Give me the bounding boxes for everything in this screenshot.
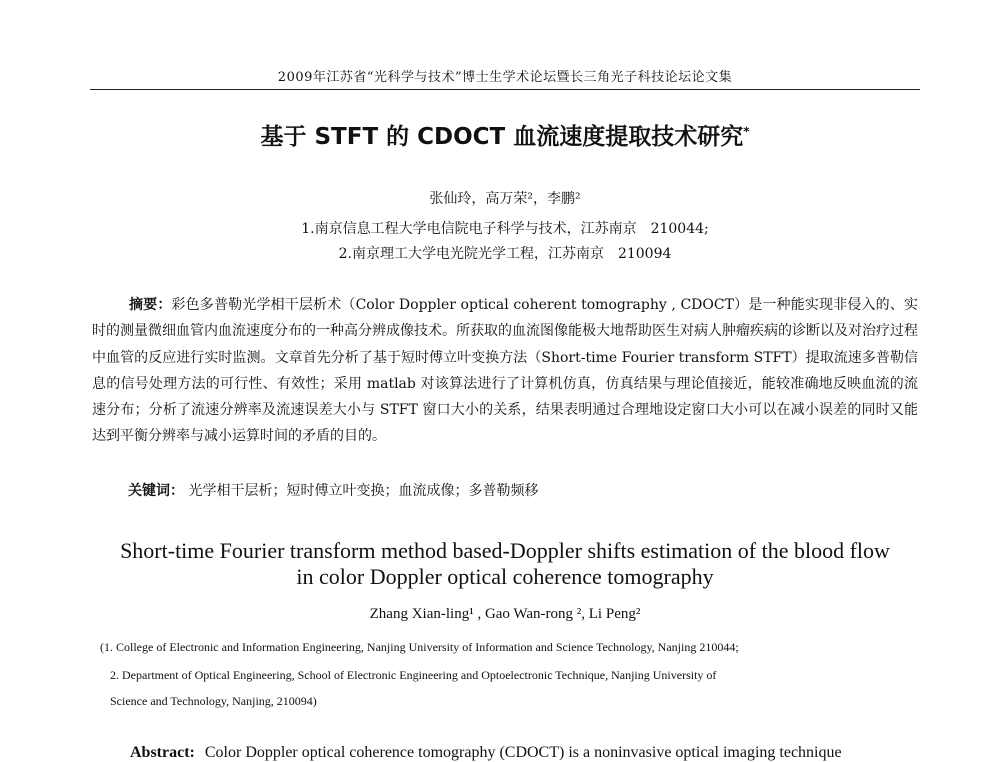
abstract-en-text: Color Doppler optical coherence tomography (CDOCT) is a noninvasive optical imaging technique xyxy=(204,744,842,761)
abstract-en xyxy=(130,744,930,762)
abstract-cn-text: 彩色多普勒光学相干层析术（Color Doppler optical coherent tomography , CDOCT）是一种能实现非侵入的、实时的测量微细血管内血流速度分布的一种高分辨成像技术。所获取的血流图像能极大地帮助医生对病人肿瘤疾病的诊断以及对治疗过程中血管的反应进行实时监测。文章首先分析了基于短时傅立叶变换方法（Short-time Fourier transform STFT）提取流速多普勒信息的信号处理方法的可行性、有效性；采用 matlab 对该算法进行了计算机仿真，仿真结果与理论值接近，能较准确地反映血流的流速分布；分析了流速分辨率及流速误差大小与 STFT 窗口大小的关系，结果表明通过合理地设定窗口大小可以在减小误差的同时又能达到平衡分辨率与减小运算时间的矛盾的目的。 xyxy=(92,297,918,445)
affiliation-en-2: 2. Department of Optical Engineering, School of Electronic Engineering and Optoelectronic Technique, Nanjing University of xyxy=(110,668,717,682)
authors-en: Zhang Xian-ling¹ , Gao Wan-rong ², Li Peng² xyxy=(369,606,641,622)
paper-title-en-line2: in color Doppler optical coherence tomography xyxy=(296,564,714,589)
authors-cn: 张仙玲，高万荣²，李鹏² xyxy=(429,191,581,207)
keywords-cn xyxy=(128,480,918,500)
paper-title-text: 基于 STFT 的 CDOCT 血流速度提取技术研究 xyxy=(260,124,744,150)
affiliation-cn-2: 2.南京理工大学电光院光学工程，江苏南京 210094 xyxy=(338,246,672,262)
proceedings-header: 2009年江苏省“光科学与技术”博士生学术论坛暨长三角光子科技论坛论文集 xyxy=(277,70,733,85)
keywords-cn-text: 光学相干层析；短时傅立叶变换；血流成像；多普勒频移 xyxy=(188,483,539,499)
paper-title-en xyxy=(70,538,940,590)
paper-title-cn xyxy=(90,118,920,151)
keywords-cn-label: 关键词： xyxy=(128,483,184,499)
affiliation-cn-1: 1.南京信息工程大学电信院电子科学与技术，江苏南京 210044; xyxy=(301,221,709,237)
affiliation-en-3: Science and Technology, Nanjing, 210094) xyxy=(110,694,317,708)
abstract-en-label: Abstract: xyxy=(130,744,195,761)
affiliation-en-1: (1. College of Electronic and Information Engineering, Nanjing University of Information and Science Technology, Nanjing 210044; xyxy=(100,640,739,654)
header-rule xyxy=(90,89,920,90)
title-footnote-mark: * xyxy=(743,124,750,139)
abstract-cn xyxy=(92,292,918,450)
abstract-cn-label: 摘要： xyxy=(129,297,172,313)
paper-title-en-line1: Short-time Fourier transform method based-Doppler shifts estimation of the blood flow xyxy=(120,538,890,563)
